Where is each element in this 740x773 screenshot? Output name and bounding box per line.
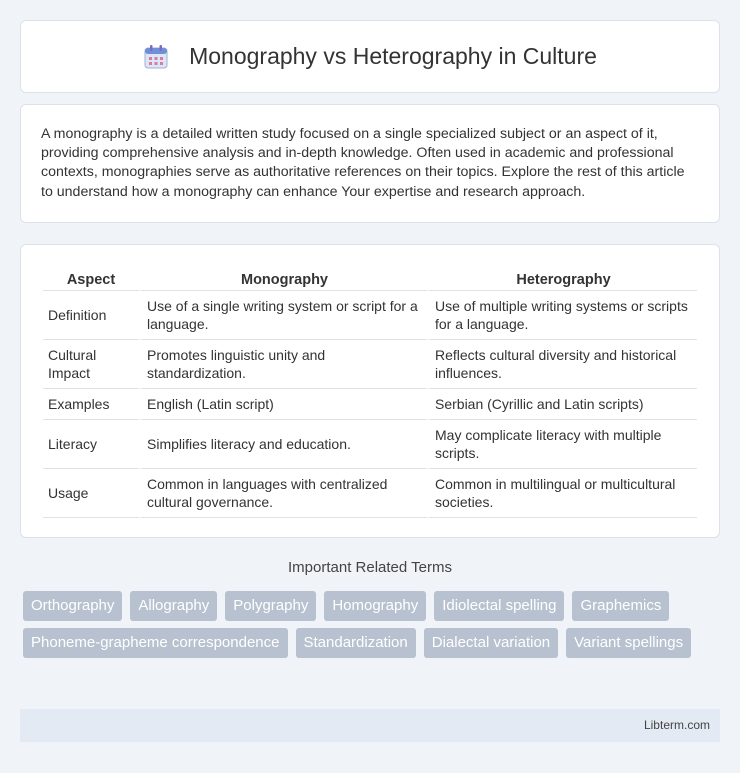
related-term-tag[interactable]: Standardization: [296, 628, 416, 658]
page-title: Monography vs Heterography in Culture: [189, 43, 597, 69]
related-term-tag[interactable]: Homography: [324, 591, 426, 621]
table-row: [43, 291, 697, 340]
table-header: Heterography: [427, 265, 697, 291]
table-cell: Serbian (Cyrillic and Latin scripts): [427, 389, 697, 420]
comparison-table: [43, 265, 697, 518]
related-terms-list: [23, 591, 723, 658]
related-term-tag[interactable]: Orthography: [23, 591, 122, 621]
table-cell-aspect: Literacy: [43, 420, 139, 469]
table-header: Aspect: [43, 265, 139, 291]
table-row: [43, 389, 697, 420]
footer: [20, 709, 720, 742]
related-term-tag[interactable]: Graphemics: [572, 591, 669, 621]
table-cell: Common in languages with centralized cultural governance.: [139, 469, 427, 518]
table-cell: Simplifies literacy and education.: [139, 420, 427, 469]
table-cell-aspect: Usage: [43, 469, 139, 518]
table-cell: Reflects cultural diversity and historical influences.: [427, 340, 697, 389]
footer-site-link[interactable]: Libterm.com: [643, 718, 710, 732]
table-cell: Common in multilingual or multicultural societies.: [427, 469, 697, 518]
related-term-tag[interactable]: Polygraphy: [225, 591, 316, 621]
intro-text: A monography is a detailed written study focused on a single specialized subject or an aspect of it, providing comprehensive analysis and in-depth knowledge. Often used in academic and professional contexts, monographies serve as authoritative references on their topics. Explore the rest of this article to understand how a monography can enhance Your expertise and research approach.: [41, 126, 685, 200]
table-cell: Use of a single writing system or script for a language.: [139, 291, 427, 340]
related-term-tag[interactable]: Idiolectal spelling: [434, 591, 564, 621]
table-cell: May complicate literacy with multiple scripts.: [427, 420, 697, 469]
related-terms-title: Important Related Terms: [288, 559, 452, 576]
related-term-tag[interactable]: Dialectal variation: [424, 628, 558, 658]
table-header-row: [43, 265, 697, 291]
table-cell-aspect: Examples: [43, 389, 139, 420]
intro-card: [20, 104, 720, 223]
related-term-tag[interactable]: Allography: [130, 591, 217, 621]
table-cell: Promotes linguistic unity and standardization.: [139, 340, 427, 389]
related-term-tag[interactable]: Phoneme-grapheme correspondence: [23, 628, 288, 658]
table-cell: Use of multiple writing systems or scripts for a language.: [427, 291, 697, 340]
table-row: [43, 340, 697, 389]
calendar-icon: [143, 44, 169, 70]
table-row: [43, 469, 697, 518]
table-cell: English (Latin script): [139, 389, 427, 420]
table-row: [43, 420, 697, 469]
comparison-table-card: [20, 244, 720, 538]
header-card: [20, 20, 720, 93]
related-term-tag[interactable]: Variant spellings: [566, 628, 691, 658]
table-cell-aspect: Definition: [43, 291, 139, 340]
table-cell-aspect: Cultural Impact: [43, 340, 139, 389]
table-header: Monography: [139, 265, 427, 291]
